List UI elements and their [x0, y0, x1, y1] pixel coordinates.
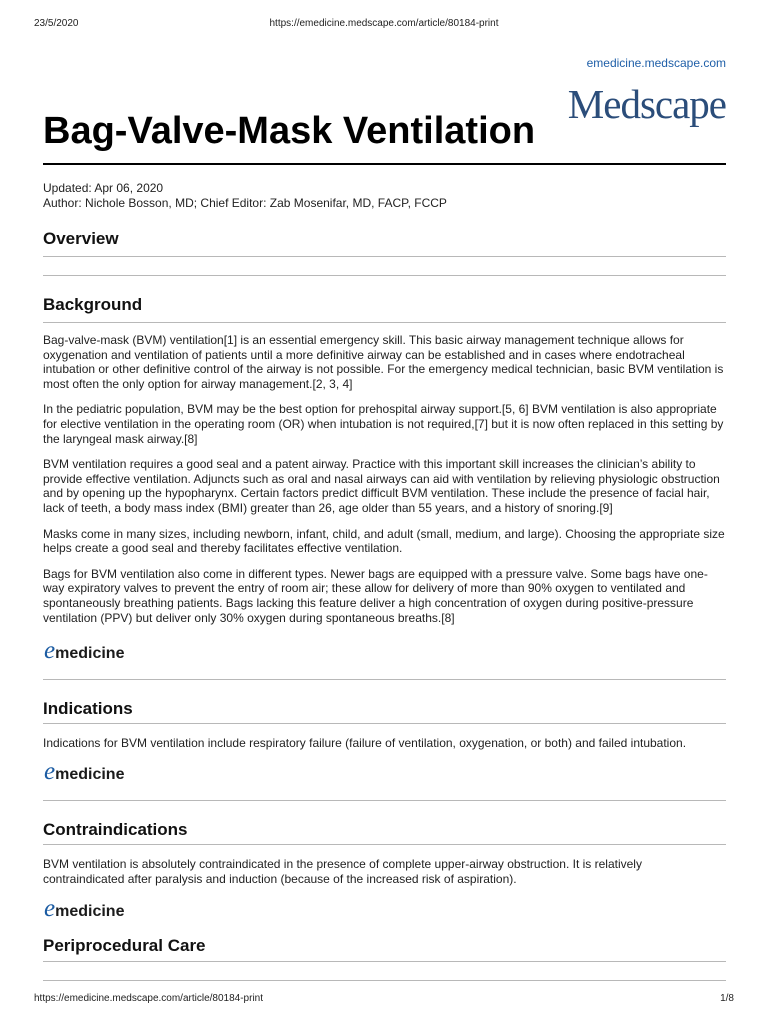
- emedicine-e-icon: e: [44, 758, 56, 785]
- section-contraindications-heading: Contraindications: [43, 820, 188, 839]
- periprocedural-divider: [43, 961, 726, 962]
- contraindications-divider: [43, 844, 726, 845]
- contraindications-body: [43, 857, 726, 897]
- indications-end-divider: [43, 800, 726, 801]
- section-background-heading: Background: [43, 295, 143, 314]
- article-meta: [43, 181, 447, 211]
- footer-url: https://emedicine.medscape.com/article/80184-print: [34, 993, 264, 1004]
- background-body: [43, 333, 726, 636]
- emedicine-logo: [44, 895, 124, 923]
- print-url: https://emedicine.medscape.com/article/80184-print: [269, 18, 499, 29]
- overview-end-divider: [43, 275, 726, 276]
- author-line: Author: Nichole Bosson, MD; Chief Editor: Zab Mosenifar, MD, FACP, FCCP: [43, 196, 447, 210]
- periprocedural-end-divider: [43, 980, 726, 981]
- section-overview-heading: Overview: [43, 229, 119, 248]
- medscape-logo: Medscape: [567, 81, 726, 127]
- page-title: Bag-Valve-Mask Ventilation: [43, 110, 536, 152]
- indications-divider: [43, 723, 726, 724]
- title-divider: [43, 163, 726, 165]
- background-paragraph: Bag-valve-mask (BVM) ventilation[1] is an essential emergency skill. This basic airway management technique allows for oxygenation and ventilation of patients until a more definitive airway can be established and in cases where endotracheal intubation or other definitive control of the airway is not possible. For the emergency medical technician, basic BVM ventilation is most often the only option for airway management.[2, 3, 4]: [43, 333, 724, 391]
- emedicine-wordmark: medicine: [55, 645, 125, 662]
- background-divider: [43, 322, 726, 323]
- emedicine-wordmark: medicine: [55, 903, 125, 920]
- emedicine-logo: [44, 758, 124, 786]
- section-indications-heading: Indications: [43, 699, 133, 718]
- background-paragraph: Bags for BVM ventilation also come in different types. Newer bags are equipped with a pressure valve. Some bags have one-way expiratory valves to prevent the entry of room air; these allow for delivery of more than 90% oxygen to ventilated and spontaneously breathing patients. Bags lacking this feature deliver a high concentration of oxygen during positive-pressure ventilation (PPV) but deliver only 30% oxygen during spontaneous breaths.[8]: [43, 566, 708, 625]
- emedicine-wordmark: medicine: [55, 766, 125, 783]
- indications-paragraph: Indications for BVM ventilation include respiratory failure (failure of ventilation, oxygenation, or both) and failed intubation.: [43, 736, 687, 750]
- contraindications-paragraph: BVM ventilation is absolutely contraindicated in the presence of complete upper-airway obstruction. It is relatively contraindicated after paralysis and induction (because of the increased risk of aspiration).: [43, 857, 642, 886]
- background-end-divider: [43, 679, 726, 680]
- overview-divider: [43, 256, 726, 257]
- emedicine-e-icon: e: [44, 637, 56, 664]
- background-paragraph: In the pediatric population, BVM may be the best option for prehospital airway support.[5, 6] BVM ventilation is also appropriate for elective ventilation in the operating room (OR) when intubation is not required,[7] but it is now often replaced in this setting by the laryngeal mask airway.[8]: [43, 402, 724, 446]
- page-number: 1/8: [720, 993, 734, 1004]
- print-date: 23/5/2020: [34, 18, 79, 29]
- site-link[interactable]: emedicine.medscape.com: [586, 56, 726, 70]
- background-paragraph: Masks come in many sizes, including newborn, infant, child, and adult (small, medium, and large). Choosing the appropriate size helps create a good seal and thereby facilitates effective ventilation.: [43, 526, 725, 556]
- indications-body: [43, 736, 726, 762]
- emedicine-logo: [44, 637, 124, 665]
- emedicine-e-icon: e: [44, 895, 56, 922]
- updated-date: Updated: Apr 06, 2020: [43, 181, 164, 195]
- background-paragraph: BVM ventilation requires a good seal and a patent airway. Practice with this important skill increases the clinician’s ability to provide effective ventilation. Adjuncts such as oral and nasal airways can aid with ventilation by relieving physiologic obstruction and by opening up the hypopharynx. Certain factors predict difficult BVM ventilation. These include the presence of facial hair, lack of teeth, a body mass index (BMI) greater than 26, age older than 55 years, and a history of snoring.[9]: [43, 457, 720, 515]
- section-periprocedural-heading: Periprocedural Care: [43, 936, 206, 955]
